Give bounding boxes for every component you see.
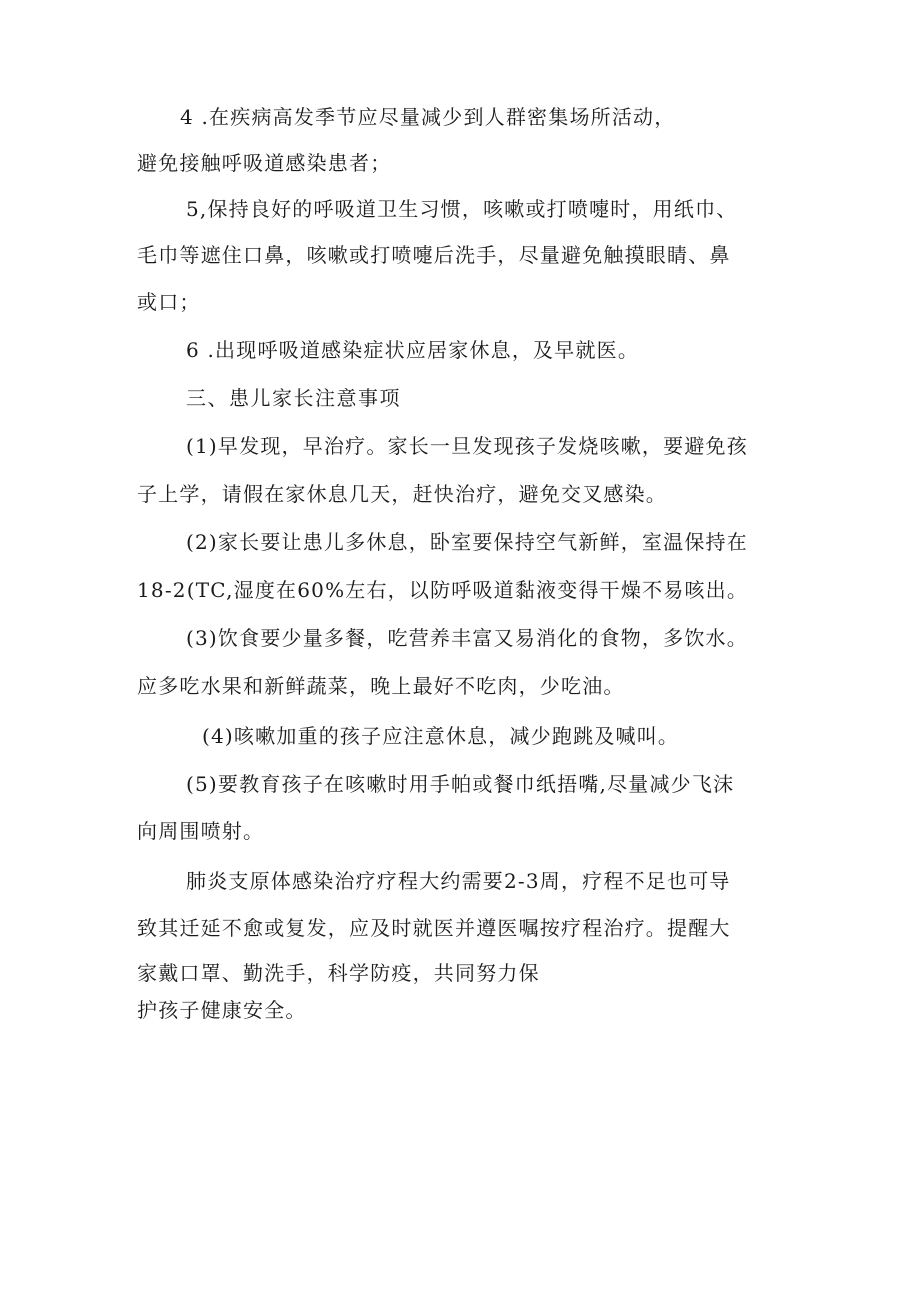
text-line: 应多吃水果和新鲜蔬菜，晚上最好不吃肉，少吃油。: [137, 674, 625, 698]
text-line: 护孩子健康安全。: [137, 998, 307, 1022]
text-line: (3)饮食要少量多餐，吃营养丰富又易消化的食物，多饮水。: [186, 626, 748, 650]
text-line: (2)家长要让患儿多休息，卧室要保持空气新鲜，室温保持在: [186, 530, 748, 554]
text-line: 4 .在疾病高发季节应尽量减少到人群密集场所活动，: [180, 105, 676, 129]
section-heading: 三、患儿家长注意事项: [186, 386, 401, 410]
text-line: 毛巾等遮住口鼻，咳嗽或打喷嚏后洗手，尽量避免触摸眼睛、鼻: [137, 243, 731, 267]
text-line: 或口；: [137, 290, 201, 314]
text-line: (5)要教育孩子在咳嗽时用手帕或餐巾纸捂嘴,尽量减少飞沫: [186, 772, 735, 796]
text-line: 子上学，请假在家休息几天，赶快治疗，避免交叉感染。: [137, 482, 667, 506]
text-line: 向周围喷射。: [137, 819, 265, 843]
text-line: 5,保持良好的呼吸道卫生习惯，咳嗽或打喷嚏时，用纸巾、: [186, 197, 738, 221]
text-line: 6 .出现呼吸道感染症状应居家休息，及早就医。: [186, 338, 640, 362]
text-line: 18-2(TC,湿度在60%左右，以防呼吸道黏液变得干燥不易咳出。: [137, 578, 749, 602]
text-line: 避免接触呼吸道感染患者；: [137, 151, 392, 175]
text-line: 家戴口罩、勤洗手，科学防疫，共同努力保: [137, 961, 540, 985]
text-line: 肺炎支原体感染治疗疗程大约需要2-3周，疗程不足也可导: [186, 869, 731, 893]
text-line: (4)咳嗽加重的孩子应注意休息，减少跑跳及喊叫。: [202, 724, 680, 748]
text-line: 致其迁延不愈或复发，应及时就医并遵医嘱按疗程治疗。提醒大: [137, 916, 731, 940]
text-line: (1)早发现，早治疗。家长一旦发现孩子发烧咳嗽，要避免孩: [186, 434, 748, 458]
